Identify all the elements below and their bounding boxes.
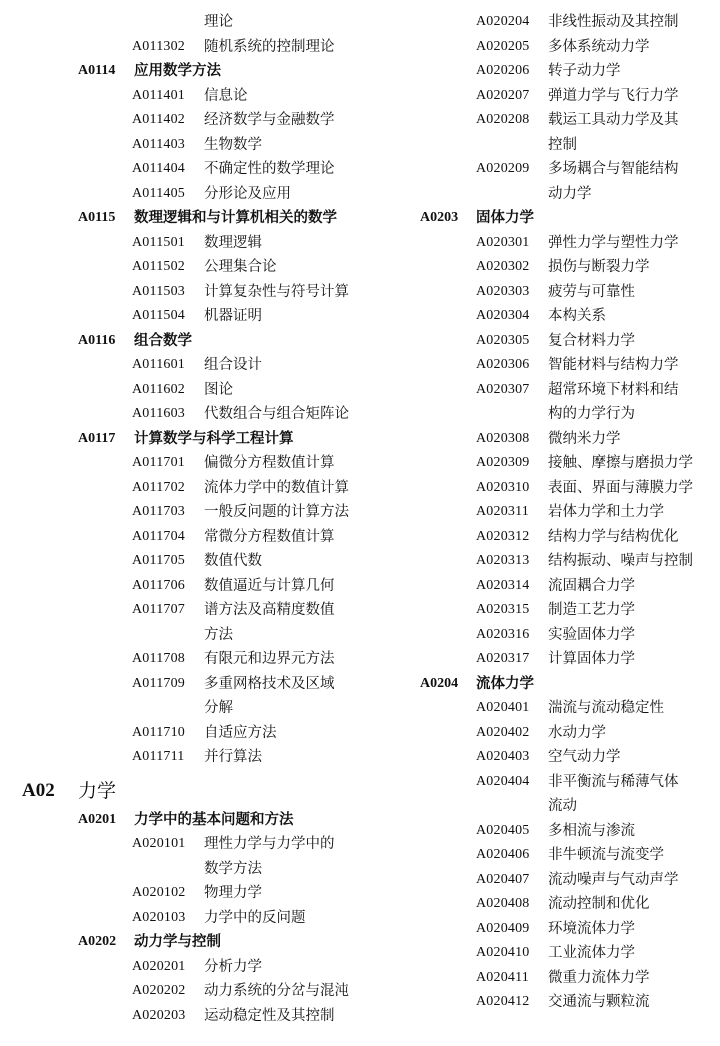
entry-code: A011702: [132, 479, 185, 495]
entry-code: A011302: [132, 38, 185, 54]
entry-code: A011403: [132, 136, 185, 152]
entry-name: 计算固体力学: [548, 651, 635, 667]
entry-name: 信息论: [204, 87, 248, 104]
entry-code: A020208: [476, 112, 530, 127]
code-entry: [22, 231, 352, 256]
entry-code: A011405: [132, 185, 185, 201]
entry-name: 制造工艺力学: [548, 602, 635, 618]
entry-name: 数值代数: [204, 553, 262, 569]
entry-continuation: [420, 182, 710, 207]
entry-code: A020313: [476, 553, 530, 568]
entry-continuation: [22, 623, 352, 648]
code-entry: [22, 280, 352, 305]
entry-name: 不确定性的数学理论: [204, 161, 335, 177]
entry-name: 物理力学: [204, 885, 262, 901]
entry-name: 非牛顿流与流变学: [548, 847, 664, 863]
code-entry: [22, 451, 352, 476]
entry-code: A011707: [132, 602, 185, 617]
code-entry: [420, 378, 710, 403]
code-entry: [420, 745, 710, 770]
code-entry: [22, 255, 352, 280]
code-entry: [420, 549, 710, 574]
code-entry: [22, 476, 352, 501]
entry-code: A020404: [476, 773, 530, 789]
code-entry: [420, 892, 710, 917]
entry-name: 代数组合与组合矩阵论: [204, 406, 349, 422]
entry-code: A0204: [420, 675, 459, 691]
entry-code: A020303: [476, 283, 530, 299]
code-entry: [420, 10, 710, 35]
entry-code: A020403: [476, 749, 530, 764]
entry-name: 工业流体力学: [548, 945, 635, 961]
code-entry: [420, 108, 710, 133]
entry-name: 流动: [548, 798, 577, 814]
entry-name: 复合材料力学: [548, 332, 635, 349]
code-entry: [420, 574, 710, 599]
code-entry: [420, 231, 710, 256]
entry-continuation: [420, 794, 710, 819]
entry-name: 流固耦合力学: [548, 577, 635, 594]
section-heading: [420, 672, 710, 697]
entry-name: 控制: [548, 136, 577, 153]
code-entry: [420, 157, 710, 182]
code-entry: [420, 868, 710, 893]
entry-continuation: [22, 857, 352, 882]
code-entry: [22, 955, 352, 980]
entry-name: 弹性力学与塑性力学: [548, 234, 679, 251]
entry-code: A020407: [476, 871, 530, 887]
code-entry: [420, 525, 710, 550]
code-entry: [22, 133, 352, 158]
entry-name: 动力学: [548, 185, 592, 202]
entry-name: 多重网格技术及区域: [204, 675, 335, 692]
entry-name: 组合数学: [134, 331, 192, 349]
code-entry: [420, 990, 710, 1015]
entry-name: 水动力学: [548, 724, 606, 741]
entry-code: A020101: [132, 836, 186, 851]
entry-code: A020306: [476, 357, 530, 372]
code-entry: [22, 157, 352, 182]
entry-code: A020317: [476, 651, 530, 666]
entry-name: 谱方法及高精度数值: [204, 602, 335, 618]
entry-code: A020402: [476, 724, 530, 740]
entry-code: A020307: [476, 381, 530, 397]
entry-continuation: [420, 133, 710, 158]
entry-code: A020305: [476, 332, 530, 348]
entry-code: A011404: [132, 161, 185, 176]
entry-code: A020312: [476, 528, 530, 544]
entry-name: 智能材料与结构力学: [548, 357, 679, 373]
code-entry: [22, 304, 352, 329]
entry-name: 计算复杂性与符号计算: [204, 283, 349, 300]
entry-code: A011708: [132, 651, 185, 666]
code-entry: [22, 647, 352, 672]
entry-code: A020302: [476, 259, 530, 274]
entry-code: A020204: [476, 14, 530, 29]
right-column: [420, 10, 710, 1015]
entry-name: 多场耦合与智能结构: [548, 161, 679, 177]
entry-code: A020201: [132, 958, 186, 974]
entry-name: 弹道力学与飞行力学: [548, 87, 679, 104]
entry-name: 运动稳定性及其控制: [204, 1007, 335, 1024]
entry-code: A011711: [132, 749, 185, 764]
left-column: [22, 10, 352, 1028]
entry-name: 分形论及应用: [204, 185, 291, 202]
entry-code: A020411: [476, 969, 529, 985]
entry-continuation: [420, 402, 710, 427]
entry-name: 多相流与渗流: [548, 822, 635, 839]
entry-code: A02: [22, 779, 55, 801]
entry-code: A0201: [78, 811, 117, 827]
entry-code: A011501: [132, 234, 185, 250]
entry-name: 分解: [204, 700, 233, 716]
entry-code: A011502: [132, 259, 185, 274]
entry-name: 数理逻辑和与计算机相关的数学: [134, 209, 337, 226]
entry-code: A020102: [132, 885, 186, 900]
entry-name: 实验固体力学: [548, 626, 635, 643]
entry-name: 构的力学行为: [548, 406, 635, 422]
code-entry: [420, 84, 710, 109]
entry-code: A020103: [132, 909, 186, 925]
entry-name: 理性力学与力学中的: [204, 836, 335, 852]
code-entry: [420, 59, 710, 84]
code-entry: [420, 721, 710, 746]
code-entry: [420, 35, 710, 60]
code-entry: [22, 378, 352, 403]
entry-code: A020315: [476, 602, 530, 617]
entry-code: A0202: [78, 934, 117, 949]
entry-name: 转子动力学: [548, 63, 621, 79]
entry-name: 图论: [204, 381, 233, 398]
entry-name: 流动控制和优化: [548, 896, 650, 912]
entry-name: 多体系统动力学: [548, 38, 650, 55]
entry-code: A020206: [476, 63, 530, 78]
entry-name: 机器证明: [204, 308, 262, 324]
entry-code: A020405: [476, 822, 530, 838]
entry-code: A020412: [476, 994, 530, 1009]
code-entry: [22, 672, 352, 697]
entry-code: A011504: [132, 308, 185, 323]
code-entry: [22, 402, 352, 427]
entry-name: 超常环境下材料和结: [548, 381, 679, 398]
code-entry: [22, 832, 352, 857]
entry-code: A020308: [476, 430, 530, 446]
code-entry: [22, 906, 352, 931]
entry-code: A020311: [476, 504, 529, 519]
entry-code: A011709: [132, 675, 185, 691]
entry-name: 计算数学与科学工程计算: [134, 429, 294, 447]
section-heading: [22, 329, 352, 354]
entry-name: 本构关系: [548, 308, 606, 324]
entry-name: 数学方法: [204, 860, 262, 877]
entry-name: 疲劳与可靠性: [548, 283, 635, 300]
code-entry: [420, 451, 710, 476]
entry-code: A020410: [476, 945, 530, 960]
entry-name: 常微分方程数值计算: [204, 528, 335, 545]
code-entry: [420, 280, 710, 305]
code-entry: [22, 182, 352, 207]
code-entry: [22, 745, 352, 770]
entry-name: 经济数学与金融数学: [204, 112, 335, 128]
entry-code: A011706: [132, 577, 185, 593]
entry-code: A011601: [132, 357, 185, 372]
entry-code: A020202: [132, 983, 186, 998]
entry-name: 空气动力学: [548, 749, 621, 765]
entry-name: 一般反问题的计算方法: [204, 504, 349, 520]
code-entry: [420, 966, 710, 991]
entry-name: 力学中的反问题: [204, 909, 306, 926]
entry-name: 动力学与控制: [134, 933, 221, 950]
entry-name: 并行算法: [204, 749, 262, 765]
entry-name: 流体力学中的数值计算: [204, 479, 349, 496]
entry-code: A011401: [132, 87, 185, 103]
code-entry: [22, 525, 352, 550]
entry-code: A0116: [78, 332, 116, 348]
entry-name: 湍流与流动稳定性: [548, 700, 664, 716]
code-entry: [420, 941, 710, 966]
entry-code: A011701: [132, 455, 185, 470]
code-entry: [22, 35, 352, 60]
discipline-heading: [22, 776, 352, 806]
entry-name: 分析力学: [204, 958, 262, 975]
code-entry: [22, 500, 352, 525]
entry-code: A020316: [476, 626, 530, 642]
entry-name: 表面、界面与薄膜力学: [548, 479, 693, 496]
entry-name: 自适应方法: [204, 724, 277, 741]
section-heading: [420, 206, 710, 231]
entry-code: A020203: [132, 1007, 186, 1023]
entry-name: 结构振动、噪声与控制: [548, 553, 693, 569]
code-entry: [22, 549, 352, 574]
code-entry: [22, 598, 352, 623]
entry-code: A0114: [78, 63, 116, 78]
entry-code: A020209: [476, 161, 530, 176]
code-entry: [420, 647, 710, 672]
code-entry: [420, 329, 710, 354]
entry-code: A011602: [132, 381, 185, 397]
entry-name: 力学: [78, 779, 117, 802]
entry-name: 应用数学方法: [134, 62, 221, 79]
code-entry: [420, 623, 710, 648]
entry-name: 理论: [204, 14, 233, 30]
entry-name: 接触、摩擦与磨损力学: [548, 455, 693, 471]
entry-code: A020304: [476, 308, 530, 323]
code-entry: [22, 721, 352, 746]
section-heading: [22, 206, 352, 231]
entry-code: A011603: [132, 406, 185, 421]
entry-name: 结构力学与结构优化: [548, 528, 679, 545]
entry-name: 有限元和边界元方法: [204, 651, 335, 667]
code-entry: [22, 108, 352, 133]
code-entry: [420, 843, 710, 868]
entry-code: A020301: [476, 234, 530, 250]
entry-name: 交通流与颗粒流: [548, 994, 650, 1010]
entry-name: 损伤与断裂力学: [548, 259, 650, 275]
entry-code: A020309: [476, 455, 530, 470]
section-heading: [22, 59, 352, 84]
entry-name: 流动噪声与气动声学: [548, 871, 679, 888]
entry-name: 岩体力学和土力学: [548, 504, 664, 520]
entry-name: 数理逻辑: [204, 234, 262, 251]
code-entry: [22, 353, 352, 378]
entry-code: A011503: [132, 283, 185, 299]
code-entry: [420, 427, 710, 452]
entry-code: A020205: [476, 38, 530, 54]
code-entry: [22, 1004, 352, 1029]
entry-code: A011703: [132, 504, 185, 519]
entry-continuation: [22, 696, 352, 721]
entry-name: 方法: [204, 626, 233, 643]
code-entry: [420, 917, 710, 942]
entry-name: 微重力流体力学: [548, 969, 650, 986]
entry-name: 组合设计: [204, 357, 262, 373]
entry-name: 非线性振动及其控制: [548, 14, 679, 30]
entry-code: A011402: [132, 112, 185, 127]
code-entry: [22, 574, 352, 599]
code-entry: [420, 819, 710, 844]
section-heading: [22, 930, 352, 955]
entry-code: A020408: [476, 896, 530, 911]
entry-code: A011710: [132, 724, 185, 740]
entry-name: 流体力学: [476, 674, 534, 692]
entry-name: 数值逼近与计算几何: [204, 577, 335, 594]
entry-code: A020207: [476, 87, 530, 103]
code-entry: [22, 881, 352, 906]
section-heading: [22, 427, 352, 452]
code-entry: [420, 476, 710, 501]
entry-name: 环境流体力学: [548, 920, 635, 937]
section-heading: [22, 808, 352, 833]
entry-code: A0203: [420, 210, 459, 225]
entry-name: 动力系统的分岔与混沌: [204, 983, 349, 999]
entry-name: 随机系统的控制理论: [204, 38, 335, 55]
entry-code: A020406: [476, 847, 530, 862]
entry-name: 载运工具动力学及其: [548, 112, 679, 128]
code-entry: [420, 598, 710, 623]
entry-code: A011704: [132, 528, 185, 544]
entry-name: 固体力学: [476, 209, 534, 226]
entry-name: 微纳米力学: [548, 430, 621, 447]
code-entry: [420, 304, 710, 329]
code-entry: [22, 979, 352, 1004]
entry-code: A020409: [476, 920, 530, 936]
entry-name: 力学中的基本问题和方法: [134, 810, 294, 828]
entry-name: 非平衡流与稀薄气体: [548, 773, 679, 790]
code-entry: [420, 696, 710, 721]
code-entry: [420, 500, 710, 525]
entry-code: A0117: [78, 430, 116, 446]
code-entry: [420, 770, 710, 795]
entry-name: 公理集合论: [204, 259, 277, 275]
entry-code: A0115: [78, 210, 116, 225]
code-entry: [420, 353, 710, 378]
entry-code: A020310: [476, 479, 530, 495]
entry-name: 偏微分方程数值计算: [204, 455, 335, 471]
entry-code: A020401: [476, 700, 530, 715]
entry-name: 生物数学: [204, 136, 262, 153]
code-entry: [420, 255, 710, 280]
entry-continuation: [22, 10, 352, 35]
entry-code: A020314: [476, 577, 530, 593]
entry-code: A011705: [132, 553, 185, 568]
code-entry: [22, 84, 352, 109]
